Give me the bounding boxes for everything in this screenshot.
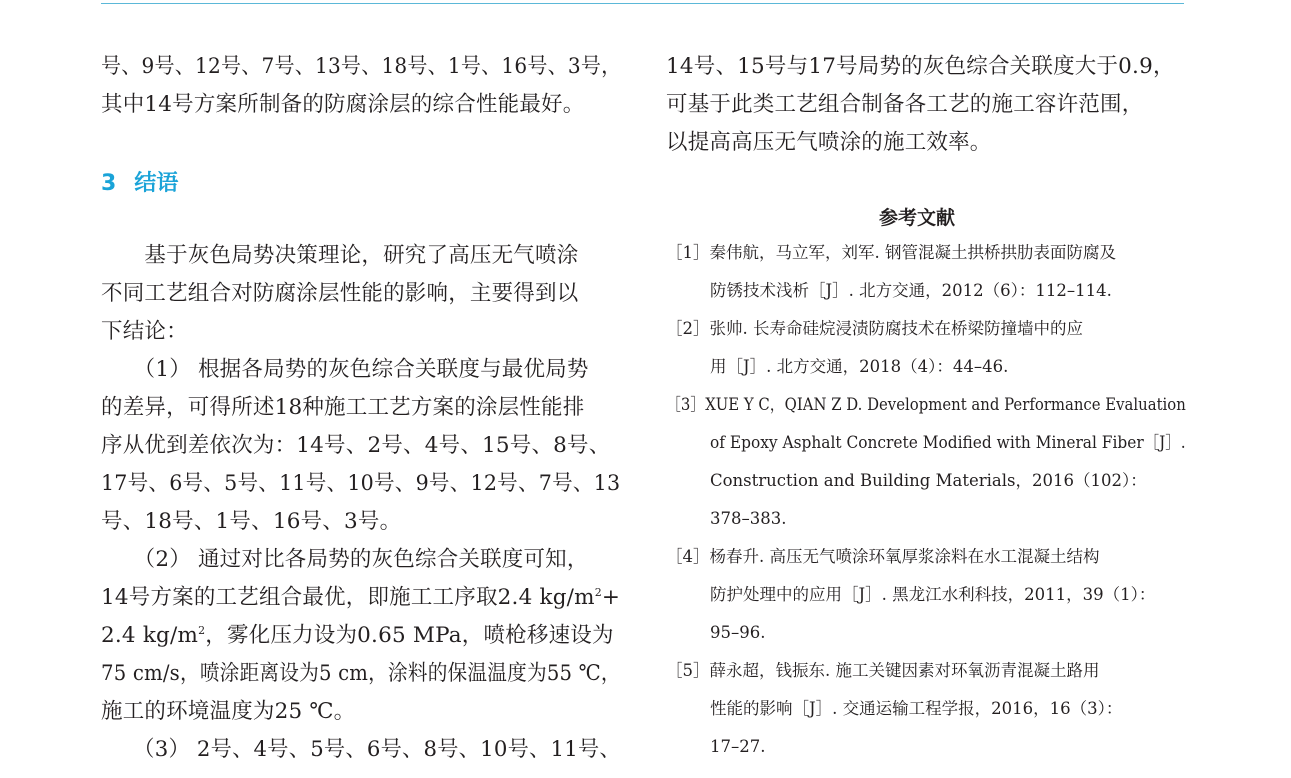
body-text-line: 以提高高压无气喷涂的施工效率。	[666, 130, 992, 155]
text-span: 14号方案的工艺组合最优，即施工工序取2.4 kg/m	[101, 585, 595, 610]
body-text-line: （3） 2号、4号、5号、6号、8号、10号、11号、	[101, 737, 621, 762]
superscript: 2	[198, 623, 206, 637]
body-text-line: （2） 通过对比各局势的灰色综合关联度可知，	[101, 547, 589, 572]
body-text-line: 基于灰色局势决策理论，研究了高压无气喷涂	[101, 243, 579, 268]
reference-item: ［1］秦伟航，马立军，刘军. 钢管混凝土拱桥拱肋表面防腐及	[666, 243, 1116, 262]
reference-item: ［5］薛永超，钱振东. 施工关键因素对环氧沥青混凝土路用	[666, 661, 1100, 680]
body-text-line: 号、18号、1号、16号、3号。	[101, 509, 402, 534]
reference-item: ［2］张帅. 长寿命硅烷浸渍防腐技术在桥梁防撞墙中的应	[666, 319, 1083, 338]
body-text-line	[101, 583, 620, 613]
header-rule	[101, 3, 1184, 4]
reference-item-cont: 用［J］. 北方交通，2018（4）：44–46.	[710, 357, 1009, 376]
reference-item-cont: of Epoxy Asphalt Concrete Modified with Mineral Fiber［J］.	[710, 433, 1186, 452]
section-heading	[101, 166, 178, 197]
text-span: 2.4 kg/m	[101, 623, 199, 648]
references-title: 参考文献	[879, 207, 956, 229]
reference-item-cont: Construction and Building Materials，2016（102）：	[710, 471, 1147, 490]
body-text-line	[101, 621, 614, 651]
section-title: 结语	[134, 171, 179, 196]
reference-item-cont: 防锈技术浅析［J］. 北方交通，2012（6）：112–114.	[710, 281, 1112, 300]
section-number: 3	[101, 171, 117, 196]
body-text-line: 下结论：	[101, 319, 188, 344]
reference-item-cont: 17–27.	[710, 737, 766, 756]
body-text-line: 号、9号、12号、7号、13号、18号、1号、16号、3号，	[101, 54, 622, 79]
body-text-line: 14号、15号与17号局势的灰色综合关联度大于0.9，	[666, 54, 1175, 79]
body-text-line: 75 cm/s，喷涂距离设为5 cm，涂料的保温温度为55 ℃，	[101, 661, 621, 686]
body-text-line: 不同工艺组合对防腐涂层性能的影响，主要得到以	[101, 281, 579, 306]
reference-item-cont: 性能的影响［J］. 交通运输工程学报，2016，16（3）：	[710, 699, 1123, 718]
body-text-line: 17号、6号、5号、11号、10号、9号、12号、7号、13	[101, 471, 621, 496]
reference-item: ［4］杨春升. 高压无气喷涂环氧厚浆涂料在水工混凝土结构	[666, 547, 1100, 566]
superscript: 2	[594, 585, 602, 599]
reference-item: ［3］XUE Y C，QIAN Z D. Development and Performance Evaluation	[666, 395, 1186, 414]
text-span: +	[601, 585, 621, 610]
body-text-line: 可基于此类工艺组合制备各工艺的施工容许范围，	[666, 92, 1144, 117]
body-text-line: 的差异，可得所述18种施工工艺方案的涂层性能排	[101, 395, 585, 420]
reference-item-cont: 防护处理中的应用［J］. 黑龙江水利科技，2011，39（1）：	[710, 585, 1156, 604]
body-text-line: （1） 根据各局势的灰色综合关联度与最优局势	[101, 357, 589, 382]
reference-item-cont: 95–96.	[710, 623, 766, 642]
body-text-line: 施工的环境温度为25 ℃。	[101, 699, 356, 724]
body-text-line: 序从优到差依次为：14号、2号、4号、15号、8号、	[101, 433, 611, 458]
body-text-line: 其中14号方案所制备的防腐涂层的综合性能最好。	[101, 92, 585, 117]
reference-item-cont: 378–383.	[710, 509, 787, 528]
text-span: ，雾化压力设为0.65 MPa，喷枪移速设为	[205, 623, 614, 648]
